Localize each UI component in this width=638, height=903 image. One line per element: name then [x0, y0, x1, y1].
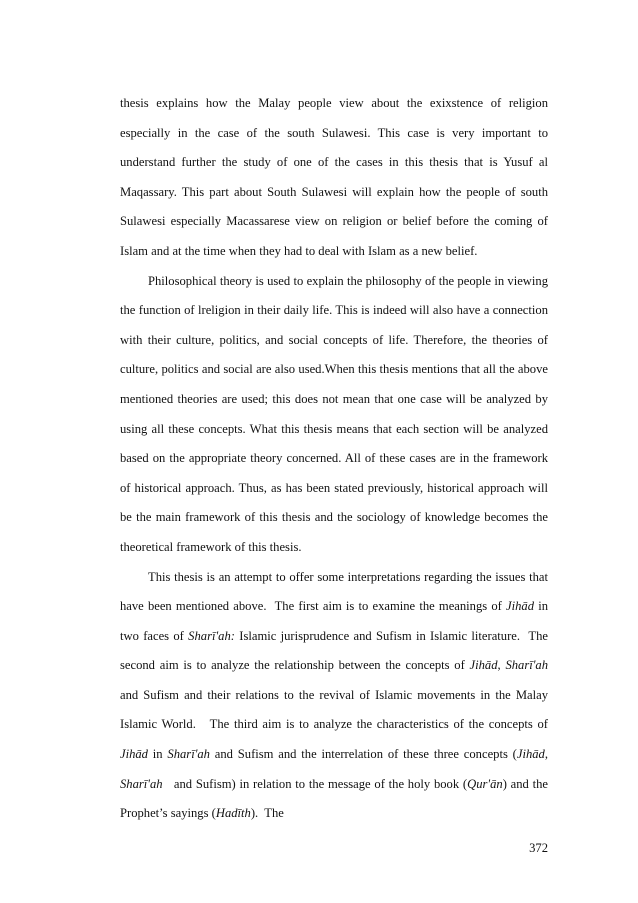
paragraph — [120, 563, 552, 829]
italic-term: Hadīth — [215, 806, 251, 821]
italic-term: Sharī'ah — [120, 776, 163, 791]
text-segment: This thesis is an attempt to offer some interpretations regarding the issues that have been mentioned above. The first aim is to examine the meanings of — [120, 569, 552, 614]
italic-term: Sharī'ah — [167, 747, 210, 762]
italic-term: Sharī'ah — [505, 658, 549, 673]
italic-term: Jihād — [506, 599, 535, 614]
text-segment: , — [497, 658, 506, 673]
text-segment: Philosophical theory is used to explain the philosophy of the people in viewing the function of lreligion in their daily life. This is indeed will also have a connection with their culture, politics, and social concepts of life. Therefore, the theories of culture, politics and social are also used.When this thesis mentions that all the above mentioned theories are used; this does not mean that one case will be analyzed by using all these concepts. What this thesis means that each section will be analyzed based on the appropriate theory concerned. All of these cases are in the framework of historical approach. Thus, as has been stated previously, historical approach will be the main framework of this thesis and the sociology of knowledge becomes the theoretical framework of this thesis. — [120, 273, 552, 554]
text-segment: and Sufism and their relations to the revival of Islamic movements in the Malay Islamic World. The third aim is to analyze the characteristics of the concepts of — [120, 658, 552, 732]
italic-term: Sharī'ah: — [188, 628, 235, 643]
text-segment: ) and the Prophet’s sayings ( — [120, 776, 552, 821]
text-segment: and Sufism) in relation to the message of the holy book ( — [162, 776, 468, 791]
text-segment: in — [147, 747, 168, 762]
italic-term: Jihād — [516, 747, 545, 762]
paragraph — [120, 267, 552, 563]
text-segment: Islamic jurisprudence and Sufism in Islamic literature. The second aim is to analyze the relationship between the concepts of — [120, 628, 552, 673]
text-segment: ). The — [250, 806, 284, 821]
text-segment: and Sufism and the interrelation of these three concepts ( — [209, 747, 517, 762]
page-number: 372 — [529, 841, 548, 855]
text-segment: thesis explains how the Malay people view about the exixstence of religion especially in the case of the south Sulawesi. This case is very important to understand further the study of one of the cases in this thesis that is Yusuf al Maqassary. This part about South Sulawesi will explain how the people of south Sulawesi especially Macassarese view on religion or belief before the coming of Islam and at the time when they had to deal with Islam as a new belief. — [120, 96, 552, 258]
paragraph — [120, 89, 552, 267]
text-segment: in two faces of — [120, 599, 552, 643]
italic-term: Qur'ān — [467, 776, 503, 791]
italic-term: Jihād — [469, 658, 498, 673]
body-text — [120, 89, 552, 829]
text-segment: , — [544, 747, 552, 762]
italic-term: Jihād — [120, 747, 148, 762]
